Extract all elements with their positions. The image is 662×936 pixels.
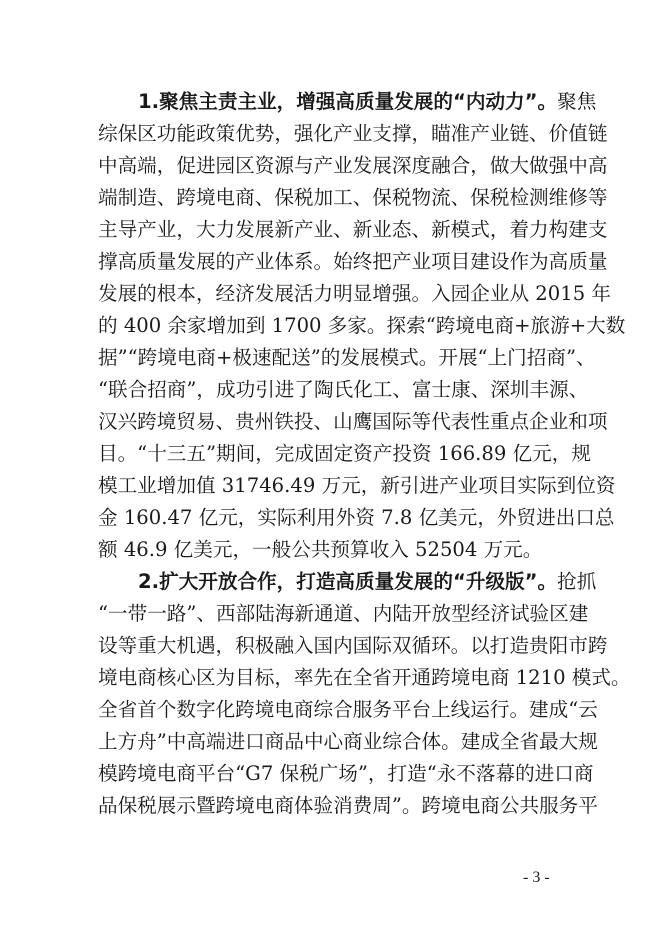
paragraph-1-line: 发展的根本，经济发展活力明显增强。入园企业从 2015 年: [98, 282, 611, 305]
paragraph-2-line: 境电商核心区为目标，率先在全省开通跨境电商 1210 模式。: [98, 666, 631, 689]
paragraph-1-line: 额 46.9 亿美元，一般公共预算收入 52504 万元。: [98, 538, 543, 561]
paragraph-2-heading: 2.扩大开放合作，打造高质量发展的“升级版”。: [138, 570, 558, 593]
paragraph-1-line: 据”“跨境电商+极速配送”的发展模式。开展“上门招商”、: [98, 346, 596, 369]
paragraph-2-line: 设等重大机遇，积极融入国内国际双循环。以打造贵阳市跨: [98, 634, 608, 657]
paragraph-1-line: 中高端，促进园区资源与产业发展深度融合，做大做强中高: [98, 154, 608, 177]
paragraph-1-line: 模工业增加值 31746.49 万元，新引进产业项目实际到位资: [98, 474, 616, 497]
paragraph-1-heading: 1.聚焦主责主业，增强高质量发展的“内动力”。: [138, 90, 558, 113]
paragraph-1-line: 撑高质量发展的产业体系。始终把产业项目建设作为高质量: [98, 250, 608, 273]
paragraph-1-line: 汉兴跨境贸易、贵州铁投、山鹰国际等代表性重点企业和项: [98, 410, 608, 433]
document-body: [98, 86, 631, 822]
paragraph-1-line: 金 160.47 亿元，实际利用外资 7.8 亿美元，外贸进出口总: [98, 506, 615, 529]
paragraph-2-line: 上方舟”中高端进口商品中心商业综合体。建成全省最大规: [98, 730, 598, 753]
paragraph-2-first-line: [98, 566, 597, 598]
paragraph-2-line: 抢抓: [557, 570, 597, 593]
paragraph-1-line: 主导产业，大力发展新产业、新业态、新模式，着力构建支: [98, 218, 608, 241]
paragraph-2-line: 品保税展示暨跨境电商体验消费周”。跨境电商公共服务平: [98, 794, 598, 817]
paragraph-1-line: 综保区功能政策优势，强化产业支撑，瞄准产业链、价值链: [98, 122, 608, 145]
paragraph-2-line: 模跨境电商平台“G7 保税广场”，打造“永不落幕的进口商: [98, 762, 594, 785]
paragraph-2-line: 全省首个数字化跨境电商综合服务平台上线运行。建成“云: [98, 698, 598, 721]
paragraph-1-line: 聚焦: [557, 90, 597, 113]
paragraph-1-line: 的 400 余家增加到 1700 多家。探索“跨境电商+旅游+大数: [98, 314, 626, 337]
paragraph-1-line: 目。“十三五”期间，完成固定资产投资 166.89 亿元，规: [98, 442, 591, 465]
paragraph-1-first-line: [98, 86, 597, 118]
paragraph-1-line: 端制造、跨境电商、保税加工、保税物流、保税检测维修等: [98, 186, 608, 209]
paragraph-2-line: “一带一路”、西部陆海新通道、内陆开放型经济试验区建: [98, 602, 589, 625]
paragraph-1-line: “联合招商”，成功引进了陶氏化工、富士康、深圳丰源、: [98, 378, 589, 401]
page-number: - 3 -: [523, 869, 550, 886]
